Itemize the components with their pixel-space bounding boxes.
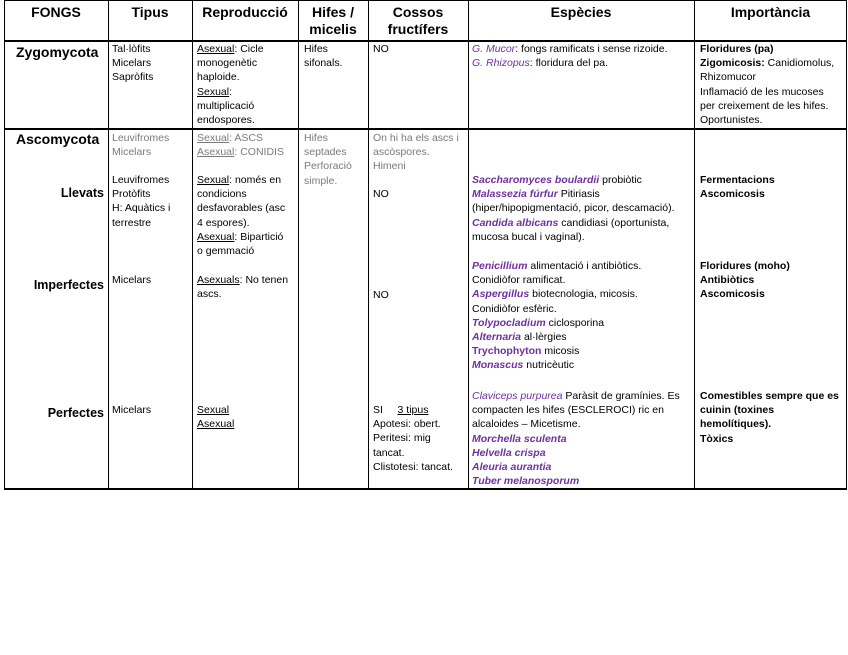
zygo-tipus-3: Sapròfits (112, 71, 154, 84)
species-claviceps: Claviceps purpurea (472, 390, 563, 402)
species-desc: alimentació i antibiòtics. (527, 260, 642, 272)
species-desc: Conidiòfor esfèric. (472, 302, 557, 315)
species-desc: mucosa bucal i vaginal). (472, 230, 585, 243)
perf-si: SI (373, 404, 383, 416)
species-alternaria: Alternaria (472, 330, 522, 343)
zygo-sexual-text: : (229, 85, 233, 98)
zygo-imp-text: Canidiomolus, (764, 57, 835, 70)
species-tuber: Tuber melanosporum (472, 475, 580, 488)
header-hifes: Hifes / micelis (309, 4, 357, 37)
perf-cossos-line: Clistotesi: tancat. (373, 460, 453, 473)
species-saccharomyces: Saccharomyces boulardii (472, 174, 600, 186)
zygo-imp-bold: Zigomicosis: (700, 57, 765, 70)
perf-cossos-line: Peritesi: mig (373, 432, 431, 445)
zygo-repro-line: endospores. (197, 113, 255, 126)
species-aspergillus: Aspergillus (472, 288, 530, 301)
imperf-importancia (700, 259, 790, 302)
perf-importancia (700, 389, 839, 446)
col-line-4 (368, 0, 369, 490)
species-tolypocladium: Tolypocladium (472, 316, 546, 329)
species-desc: compacten les hifes (ESCLEROCI) ric en (472, 404, 664, 417)
species-desc: ciclosporina (545, 316, 605, 329)
species-aleuria: Aleuria aurantia (472, 460, 552, 473)
imperf-repro-line: ascs. (197, 288, 222, 301)
border-bottom (4, 488, 847, 490)
col-line-3 (298, 0, 299, 490)
species-desc: nutricèutic (523, 359, 575, 372)
asco-cossos-2: ascòspores. (373, 146, 430, 159)
zygo-hifes-2: sifonals. (304, 57, 343, 70)
col-line-5 (468, 0, 469, 490)
perf-sexual-label: Sexual (197, 404, 230, 416)
species-desc: (hiper/hipopigmentació, picor, descamació). (472, 202, 675, 215)
imperf-imp-2: Antibiòtics (700, 274, 755, 287)
zygo-repro-line: monogenètic (197, 57, 258, 70)
subgroup-perfectes: Perfectes (47, 406, 104, 420)
zygo-tipus-1: Tal·lòfits (112, 43, 151, 55)
species-malassezia: Malassezia fúrfur (472, 188, 558, 201)
asco-tipus-2: Micelars (112, 146, 152, 159)
group-ascomycota: Ascomycota (16, 131, 100, 147)
species-morchella: Morchella sculenta (472, 432, 567, 445)
asco-hifes (304, 131, 352, 188)
subgroup-imperfectes: Imperfectes (33, 278, 104, 292)
species-desc: Pitiriasis (557, 188, 600, 201)
perf-especies (472, 389, 680, 488)
perf-3-tipus: 3 tipus (397, 404, 429, 416)
llevats-repro-line: condicions (197, 188, 247, 201)
asco-cossos-3: Himeni (373, 160, 406, 173)
species-candida: Candida albicans (472, 216, 559, 229)
header-reproduccio: Reproducció (202, 4, 288, 20)
zygo-imp-line: Inflamació de les mucoses (700, 85, 824, 98)
llevats-tipus-2: Protòfits (112, 188, 151, 201)
perf-cossos-line: Apotesi: obert. (373, 418, 441, 431)
llevats-tipus-1: Leuvifromes (112, 174, 170, 186)
species-rhizopus: G. Rhizopus (472, 57, 530, 70)
species-trychophyton: Trychophyton (472, 345, 542, 358)
header-cossos: Cossos fructífers (387, 4, 449, 37)
species-desc: Conidiòfor ramificat. (472, 274, 566, 287)
group-zygomycota: Zygomycota (16, 44, 99, 60)
imperf-cossos: NO (373, 289, 389, 301)
perf-cossos-line: tancat. (373, 446, 405, 459)
perf-cossos (373, 403, 453, 474)
llevats-sexual-text: : només en (229, 174, 282, 186)
species-monascus: Monascus (472, 359, 524, 372)
subgroup-llevats: Llevats (60, 186, 104, 200)
llevats-especies (472, 173, 675, 244)
row-divider (4, 128, 847, 130)
species-desc: al·lèrgies (521, 330, 567, 343)
asco-tipus (112, 131, 169, 159)
imperf-asexual-text: : No tenen (239, 274, 289, 286)
zygo-asexual-label: Asexual (197, 43, 235, 55)
llevats-tipus-3: H: Aquàtics i (112, 202, 171, 215)
asco-asexual-text: : CONIDIS (234, 146, 284, 159)
species-desc: Paràsit de gramínies. Es (562, 390, 680, 402)
zygo-imp-line: Oportunistes. (700, 113, 763, 126)
species-rhizopus-desc: : floridura del pa. (529, 57, 608, 70)
header-tipus: Tipus (131, 4, 169, 20)
zygo-imp-line: Floridures (pa) (700, 43, 774, 55)
zygo-hifes-1: Hifes (304, 43, 328, 55)
imperf-especies (472, 259, 641, 373)
asco-reproduccio (197, 131, 284, 159)
llevats-sexual-label: Sexual (197, 174, 230, 186)
species-mucor-desc: : fongs ramificats i sense rizoide. (515, 43, 668, 55)
llevats-imp-2: Ascomicosis (700, 188, 765, 201)
header-importancia: Importància (730, 4, 811, 20)
zygo-reproduccio (197, 42, 264, 127)
llevats-tipus (112, 173, 170, 230)
col-line-6 (694, 0, 695, 490)
imperf-imp-3: Ascomicosis (700, 288, 765, 301)
perf-reproduccio (197, 403, 234, 431)
llevats-tipus-4: terrestre (112, 216, 152, 229)
llevats-importancia (700, 173, 775, 201)
asco-cossos-1: On hi ha els ascs i (373, 132, 459, 144)
zygo-repro-line: haploide. (197, 71, 240, 84)
asco-asexual-label: Asexual (197, 146, 235, 159)
zygo-asexual-text: : Cicle (234, 43, 264, 55)
zygo-sexual-label: Sexual (197, 85, 230, 98)
zygo-especies (472, 42, 668, 70)
llevats-repro-line: 4 espores). (197, 216, 250, 229)
species-helvella: Helvella crispa (472, 446, 546, 459)
col-line-7 (846, 0, 847, 490)
asco-hifes-1: Hifes (304, 132, 328, 144)
asco-hifes-4: simple. (304, 174, 338, 187)
perf-imp-3: hemolítiques). (700, 418, 772, 431)
species-desc: probiòtic (599, 174, 642, 186)
imperf-tipus: Micelars (112, 274, 152, 286)
imperf-imp-1: Floridures (moho) (700, 260, 790, 272)
asco-sexual-label: Sexual (197, 132, 230, 144)
species-desc: biotecnologia, micosis. (529, 288, 638, 301)
llevats-asexual-label: Asexual (197, 230, 235, 243)
zygo-hifes (304, 42, 343, 70)
llevats-repro-line: desfavorables (asc (197, 202, 286, 215)
asco-hifes-2: septades (304, 146, 347, 159)
zygo-importancia (700, 42, 834, 127)
zygo-imp-line: Rhizomucor (700, 71, 757, 84)
species-mucor: G. Mucor (472, 43, 516, 55)
asco-cossos (373, 131, 459, 174)
zygo-cossos: NO (373, 43, 389, 55)
zygo-tipus-2: Micelars (112, 57, 152, 70)
llevats-repro-line: o gemmació (197, 244, 255, 257)
asco-tipus-1: Leuvifromes (112, 132, 170, 144)
imperf-reproduccio (197, 273, 288, 301)
perf-tipus: Micelars (112, 404, 152, 416)
table-header (4, 0, 847, 41)
imperf-asexual-label: Asexuals (197, 274, 240, 286)
zygo-repro-line: multiplicació (197, 99, 255, 112)
asco-hifes-3: Perforació (304, 160, 352, 173)
zygo-tipus (112, 42, 153, 85)
llevats-reproduccio (197, 173, 285, 258)
header-especies: Espècies (550, 4, 612, 20)
species-desc: alcaloides – Micetisme. (472, 418, 581, 431)
species-desc: micosis (541, 345, 580, 358)
asco-sexual-text: : ASCS (229, 132, 263, 144)
species-desc: candidiasi (oportunista, (558, 216, 670, 229)
perf-asexual-label: Asexual (197, 418, 235, 431)
col-line-1 (108, 0, 109, 490)
border-top (4, 0, 847, 1)
zygo-imp-line: per creixement de les hifes. (700, 99, 829, 112)
perf-imp-1: Comestibles sempre que es (700, 390, 839, 402)
perf-imp-2: cuinin (toxines (700, 404, 775, 417)
header-fongs: FONGS (31, 4, 81, 20)
species-penicillium: Penicillium (472, 260, 528, 272)
llevats-imp-1: Fermentacions (700, 174, 775, 186)
perf-imp-4: Tòxics (700, 432, 734, 445)
llevats-cossos: NO (373, 188, 389, 200)
llevats-asexual-text: : Bipartició (234, 230, 284, 243)
col-line-2 (192, 0, 193, 490)
